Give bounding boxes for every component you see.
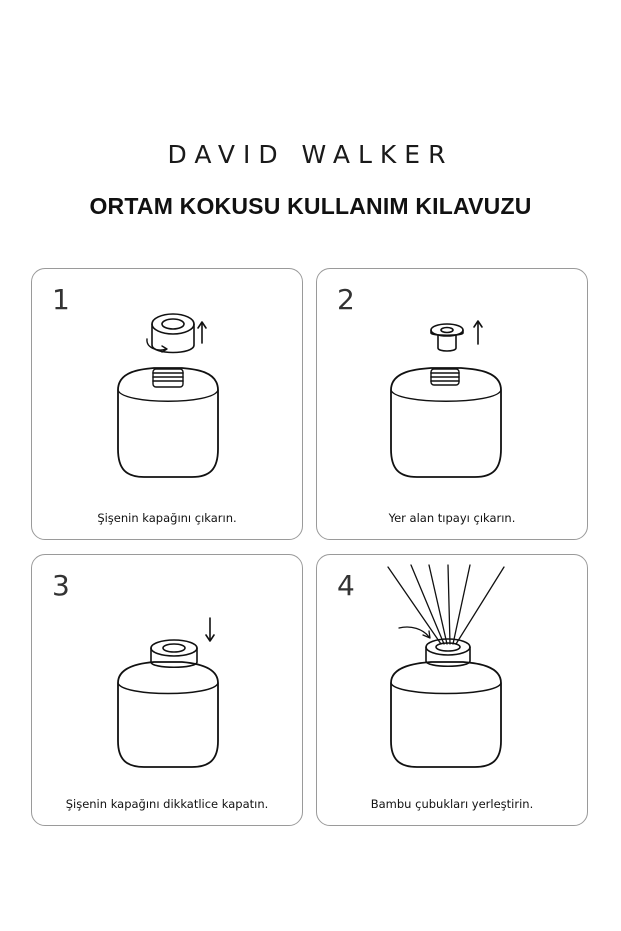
step-caption: Şişenin kapağını çıkarın. <box>97 511 237 525</box>
step-number: 4 <box>337 569 355 602</box>
close-cap-illustration <box>32 555 304 827</box>
step-number: 1 <box>52 283 70 316</box>
step-card-4 <box>316 554 588 826</box>
step-number: 2 <box>337 283 355 316</box>
step-caption: Bambu çubukları yerleştirin. <box>370 797 534 811</box>
step-card-2 <box>316 268 588 540</box>
brand-logo: DAVID WALKER <box>167 140 454 169</box>
insert-reeds-illustration <box>317 555 589 827</box>
step-card-1 <box>31 268 303 540</box>
remove-cap-illustration <box>32 269 304 541</box>
step-caption: Şişenin kapağını dikkatlice kapatın. <box>65 797 269 811</box>
remove-stopper-illustration <box>317 269 589 541</box>
step-number: 3 <box>52 569 70 602</box>
step-card-3 <box>31 554 303 826</box>
page-title: ORTAM KOKUSU KULLANIM KILAVUZU <box>89 193 532 219</box>
step-caption: Yer alan tıpayı çıkarın. <box>388 511 516 525</box>
